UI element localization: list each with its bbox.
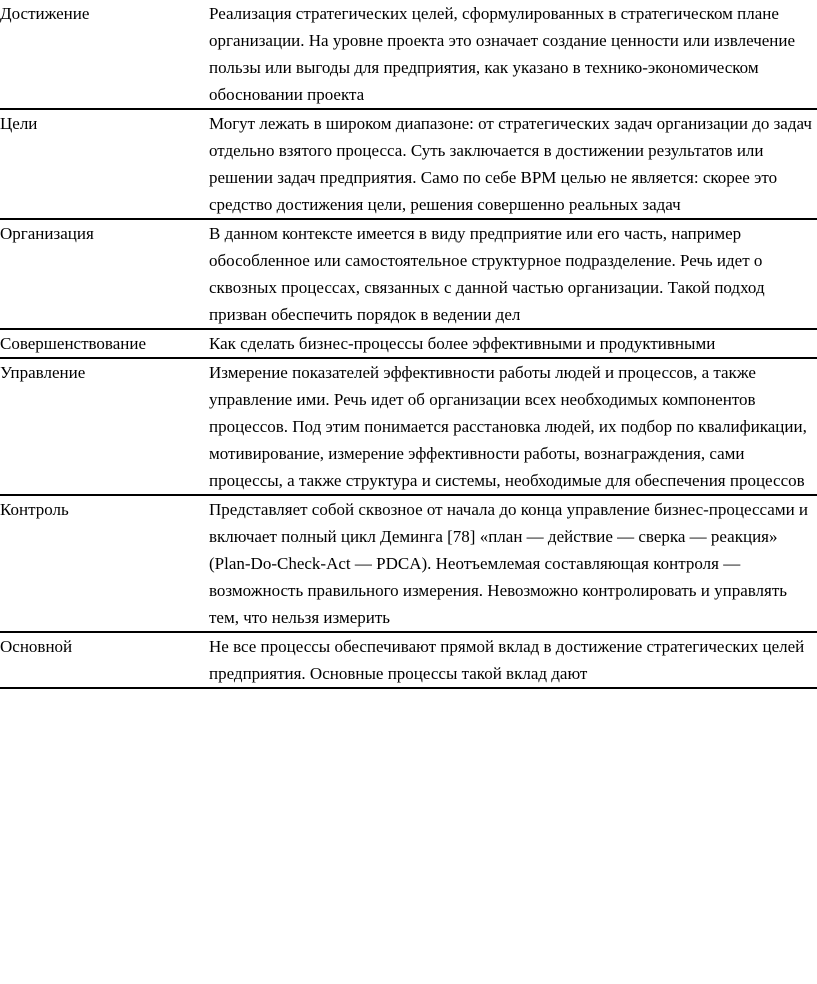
term-cell: Достижение	[0, 0, 209, 109]
term-cell: Организация	[0, 219, 209, 329]
definition-cell: Реализация стратегических целей, сформулированных в стратегическом плане организации. На уровне проекта это означает создание ценности или извлечение пользы или выгоды для предприятия, как указано в технико-экономическом обосновании проекта	[209, 0, 817, 109]
definition-cell: Представляет собой сквозное от начала до конца управление бизнес-процессами и включает полный цикл Деминга [78] «план — действие — сверка — реакция» (Plan-Do-Check-Act — PDCA). Неотъемлемая составляющая контроля — возможность правильного измерения. Невозможно контролировать и управлять тем, что нельзя измерить	[209, 495, 817, 632]
table-row	[0, 109, 817, 219]
definition-cell: Не все процессы обеспечивают прямой вклад в достижение стратегических целей предприятия. Основные процессы такой вклад дают	[209, 632, 817, 688]
table-row	[0, 0, 817, 109]
term-cell: Совершенствование	[0, 329, 209, 358]
table-row	[0, 329, 817, 358]
term-cell: Управление	[0, 358, 209, 495]
term-cell: Цели	[0, 109, 209, 219]
definition-cell: В данном контексте имеется в виду предприятие или его часть, например обособленное или самостоятельное структурное подразделение. Речь идет о сквозных процессах, связанных с данной частью организации. Такой подход призван обеспечить порядок в ведении дел	[209, 219, 817, 329]
table-row	[0, 495, 817, 632]
table-row	[0, 632, 817, 688]
term-cell: Контроль	[0, 495, 209, 632]
definition-cell: Как сделать бизнес-процессы более эффективными и продуктивными	[209, 329, 817, 358]
definition-cell: Могут лежать в широком диапазоне: от стратегических задач организации до задач отдельно взятого процесса. Суть заключается в достижении результатов или решении задач предприятия. Само по себе BPM целью не является: скорее это средство достижения цели, решения совершенно реальных задач	[209, 109, 817, 219]
table-row	[0, 358, 817, 495]
definition-cell: Измерение показателей эффективности работы людей и процессов, а также управление ими. Речь идет об организации всех необходимых компонентов процессов. Под этим понимается расстановка людей, их подбор по квалификации, мотивирование, измерение эффективности работы, вознаграждения, сами процессы, а также структура и системы, необходимые для обеспечения процессов	[209, 358, 817, 495]
term-cell: Основной	[0, 632, 209, 688]
table-row	[0, 219, 817, 329]
